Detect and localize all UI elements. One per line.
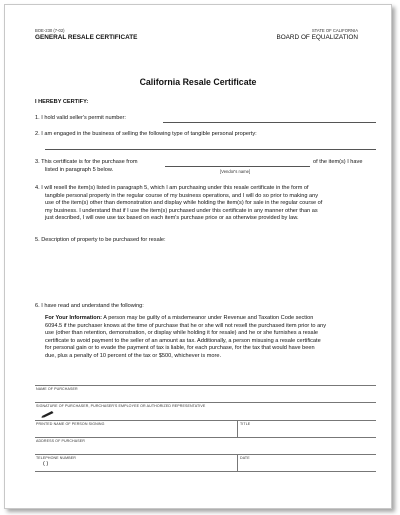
fyi-lead: For Your Information: <box>45 315 102 321</box>
pen-icon <box>41 410 55 418</box>
item-4-line: tangible personal property in the regular course of my business operations, and I will do so prior to making any <box>45 192 318 199</box>
item-3-text-end: of the item(s) I have <box>313 159 363 165</box>
date-field[interactable] <box>239 461 376 470</box>
fyi-line: certificate to avoid payment to the seller of an amount as tax. Additionally, a person misusing a resale certificate <box>45 337 321 344</box>
divider <box>237 420 238 437</box>
divider <box>35 437 376 438</box>
telephone-label: TELEPHONE NUMBER <box>36 456 76 460</box>
divider <box>35 385 376 386</box>
vendor-name-label: [Vendor's name] <box>220 169 251 174</box>
divider <box>35 402 376 403</box>
item-5-text: 5. Description of property to be purchased for resale: <box>35 237 166 243</box>
item-4-paragraph <box>35 185 376 223</box>
item-4-line: 4. I will resell the item(s) listed in paragraph 5, which I am purchasing under this resale certificate in the form of <box>35 185 309 191</box>
divider <box>35 454 376 455</box>
telephone-field[interactable]: ( ) <box>43 461 49 467</box>
address-label: ADDRESS OF PURCHASER <box>36 439 85 443</box>
item-6-text: 6. I have read and understand the following: <box>35 303 144 309</box>
divider <box>35 420 376 421</box>
title-field[interactable] <box>239 427 376 436</box>
name-of-purchaser-field[interactable] <box>35 392 376 401</box>
divider <box>35 471 376 472</box>
fyi-line: due, plus a penalty of 10 percent of the tax or $500, whichever is more. <box>45 352 221 359</box>
date-label: DATE <box>240 456 250 460</box>
address-field[interactable] <box>35 444 376 453</box>
item-4-line: my business. I understand that if I use the item(s) purchased under this certificate in any manner other than as <box>45 207 318 214</box>
item-3-text: 3. This certificate is for the purchase from <box>35 159 138 165</box>
permit-number-line[interactable] <box>163 122 376 123</box>
divider <box>237 454 238 471</box>
title-label: TITLE <box>240 422 251 426</box>
signature-label: SIGNATURE OF PURCHASER, PURCHASER'S EMPLOYEE OR AUTHORIZED REPRESENTATIVE <box>36 404 206 408</box>
fyi-first-line-rest: A person may be guilty of a misdemeanor under Revenue and Taxation Code section <box>101 315 314 321</box>
item-4-line: use of the item(s) other than demonstration and display while holding the item(s) for sale in the regular course of <box>45 200 323 207</box>
item-2-text: 2. I am engaged in the business of selling the following type of tangible personal property: <box>35 131 257 137</box>
page-title: California Resale Certificate <box>139 77 257 87</box>
certificate-page <box>4 4 392 509</box>
signature-field[interactable] <box>35 409 376 419</box>
fyi-line: 6094.5 if the purchaser knows at the time of purchase that he or she will not resell the purchased item prior to any <box>45 322 327 329</box>
agency-name: BOARD OF EQUALIZATION <box>276 34 358 41</box>
form-number: BOE-230 (7-02) <box>35 28 65 33</box>
vendor-name-line[interactable] <box>165 166 310 167</box>
item-1-text: 1. I hold valid seller's permit number: <box>35 115 126 121</box>
printed-name-field[interactable] <box>35 427 235 436</box>
certify-heading: I HEREBY CERTIFY: <box>35 99 89 105</box>
fyi-line: for personal gain or to evade the payment of tax is liable, for each purchase, for the tax that would have been <box>45 345 315 352</box>
state-name: STATE OF CALIFORNIA <box>311 28 358 33</box>
form-name: GENERAL RESALE CERTIFICATE <box>35 34 138 41</box>
printed-name-label: PRINTED NAME OF PERSON SIGNING <box>36 422 105 426</box>
fyi-first-line <box>45 315 376 323</box>
property-description-area[interactable] <box>45 247 376 299</box>
fyi-paragraph <box>45 315 376 361</box>
name-of-purchaser-label: NAME OF PURCHASER <box>36 387 78 391</box>
property-type-line[interactable] <box>45 149 376 150</box>
fyi-line: use (other than retention, demonstration, or display while holding it for resale) and he or she furnishes a resale <box>45 330 319 337</box>
item-3-text-cont: listed in paragraph 5 below. <box>45 167 114 173</box>
item-4-line: just described, I will owe use tax based on each item's purchase price or as otherwise provided by law. <box>45 215 299 222</box>
